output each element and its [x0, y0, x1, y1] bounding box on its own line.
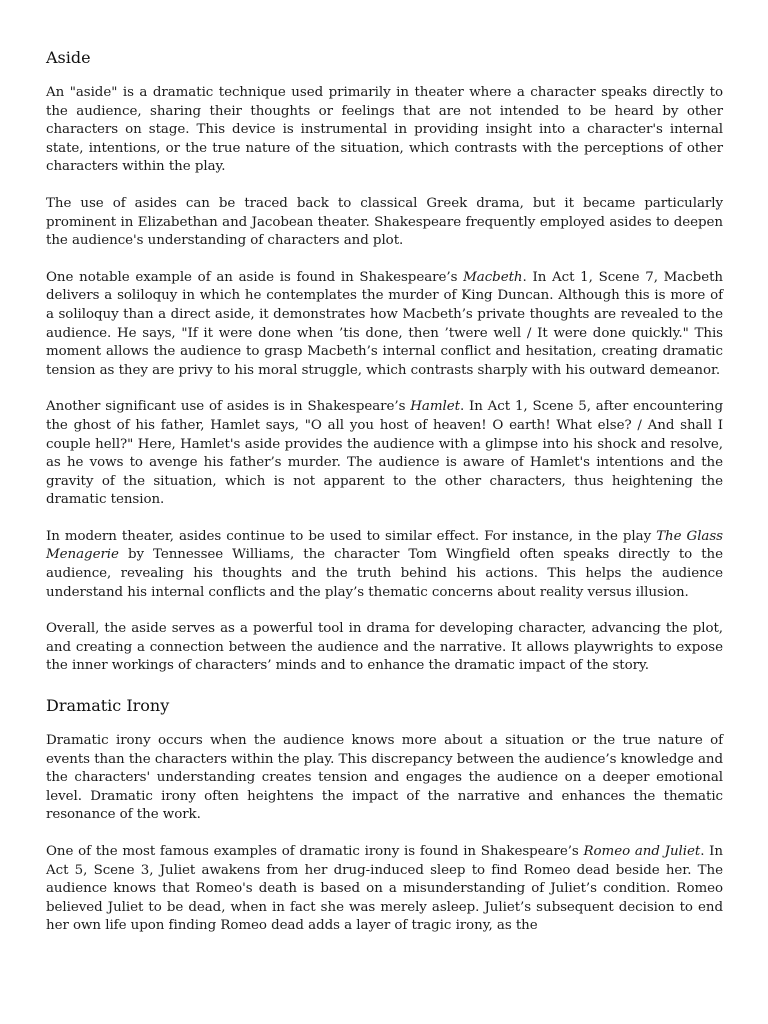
document-page — [46, 46, 723, 954]
work-title: Hamlet — [410, 399, 460, 415]
paragraph — [46, 269, 723, 381]
paragraph — [46, 528, 723, 602]
text-run: . In Act 1, Scene 7, Macbeth delivers a soliloquy in which he contemplates the murder of King Duncan. Although this is more of a soliloquy than a direct aside, it demonstrates how Macbeth’s private thoughts are revealed to the audience. He says, "If it were done when ’tis done, then ’twere well / It were done quickly." This moment allows the audience to grasp Macbeth’s internal conflict and hesitation, creating dramatic tension as they are privy to his moral struggle, which contrasts sharply with his outward demeanor. — [46, 269, 723, 378]
text-run: In modern theater, asides continue to be used to similar effect. For instance, in the play — [46, 528, 657, 544]
text-run: The use of asides can be traced back to classical Greek drama, but it became particularly prominent in Elizabethan and Jacobean theater. Shakespeare frequently employed asides to deepen the audience's understanding of characters and plot. — [46, 195, 723, 249]
text-run: by Tennessee Williams, the character Tom Wingfield often speaks directly to the audience, revealing his thoughts and the truth behind his actions. This helps the audience understand his internal conflicts and the play’s thematic concerns about reality versus illusion. — [46, 547, 723, 600]
section-heading-aside: Aside — [46, 48, 91, 67]
text-run: One of the most famous examples of dramatic irony is found in Shakespeare’s — [46, 844, 584, 859]
paragraph — [46, 398, 723, 510]
text-run: An "aside" is a dramatic technique used primarily in theater where a character speaks directly to the audience, sharing their thoughts or feelings that are not intended to be heard by other characters on stage. This device is instrumental in providing insight into a character's internal state, intentions, or the true nature of the situation, which contrasts with the perceptions of other characters within the play. — [46, 85, 723, 175]
paragraph — [46, 620, 723, 676]
text-run: Dramatic irony occurs when the audience knows more about a situation or the true nature of events than the characters within the play. This discrepancy between the audience’s knowledge and the characters' understanding creates tension and engages the audience on a deeper emotional level. Dramatic irony often heightens the impact of the narrative and enhances the thematic resonance of the work. — [46, 733, 723, 823]
paragraph — [46, 84, 723, 177]
work-title: The Glass Menagerie — [46, 528, 724, 563]
paragraph — [46, 732, 723, 825]
paragraph — [46, 195, 723, 251]
text-run: Overall, the aside serves as a powerful tool in drama for developing character, advancing the plot, and creating a connection between the audience and the narrative. It allows playwrights to expose the inner workings of characters’ minds and to enhance the dramatic impact of the story. — [46, 621, 723, 674]
paragraph — [46, 843, 723, 936]
section-heading-dramatic-irony: Dramatic Irony — [46, 696, 170, 716]
text-run: . In Act 5, Scene 3, Juliet awakens from her drug-induced sleep to find Romeo dead beside her. The audience knows that Romeo's death is based on a misunderstanding of Juliet’s condition. Romeo believed Juliet to be dead, when in fact she was merely asleep. Juliet’s subsequent decision to end her own life upon finding Romeo dead adds a layer of tragic irony, as the — [46, 844, 723, 934]
text-run: . In Act 1, Scene 5, after encountering the ghost of his father, Hamlet says, "O all you host of heaven! O earth! What else? / And shall I couple hell?" Here, Hamlet's aside provides the audience with a glimpse into his shock and resolve, as he vows to avenge his father’s murder. The audience is aware of Hamlet's intentions and the gravity of the situation, which is not apparent to the other characters, thus heightening the dramatic tension. — [46, 399, 723, 508]
text-run: Another significant use of asides is in Shakespeare’s — [46, 399, 411, 415]
text-run: One notable example of an aside is found in Shakespeare’s — [46, 269, 464, 285]
work-title: Romeo and Juliet — [583, 844, 701, 859]
work-title: Macbeth — [463, 269, 523, 285]
